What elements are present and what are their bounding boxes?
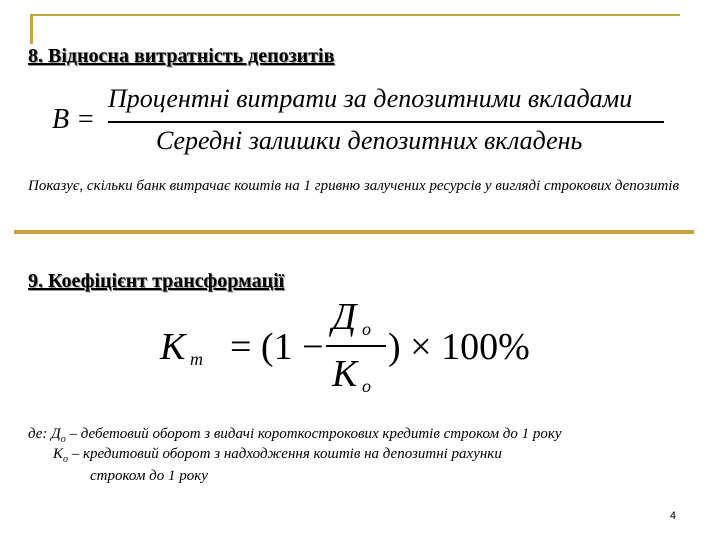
formula-b-numerator: Процентні витрати за депозитними вкладами: [108, 84, 633, 113]
formula-b-denominator: Середні залишки депозитних вкладень: [156, 126, 583, 155]
definition-line-3: строком до 1 року: [90, 468, 208, 484]
formula-b-fraction-bar: [108, 121, 664, 123]
definition-line-2: $K_о$ – кредитовий оборот з надходження коштів на депозитні рахунки: [53, 446, 502, 465]
section-8-heading: 8. Відносна витратність депозитів: [28, 45, 335, 67]
decorative-top-line: [30, 14, 680, 16]
formula-k-subscript: т: [190, 349, 203, 369]
formula-equals-open: = (1 −: [230, 326, 324, 368]
section-divider: [14, 230, 694, 234]
section-9-heading: 9. Коефіцієнт трансформації: [28, 270, 285, 292]
formula-tail: ) × 100%: [388, 326, 530, 368]
formula-numerator-d: Д: [332, 296, 357, 338]
formula-fraction-bar: [326, 345, 386, 347]
formula-b-lhs: B =: [52, 104, 95, 135]
definition-line-1: де: $Д_о$ – дебетовий оборот з видачі короткострокових кредитів строком до 1 року: [28, 426, 562, 445]
decorative-vertical-line: [30, 14, 33, 44]
formula-denominator-subscript: о: [362, 376, 371, 396]
page-number: 4: [669, 510, 676, 522]
formula-numerator-subscript: о: [362, 319, 371, 339]
section-8-description: Показує, скільки банк витрачає коштів на 1 гривню залучених ресурсів у вигляді строкових депозитів: [28, 178, 679, 194]
formula-denominator-k: K: [332, 353, 358, 395]
formula-k: K: [160, 326, 186, 368]
